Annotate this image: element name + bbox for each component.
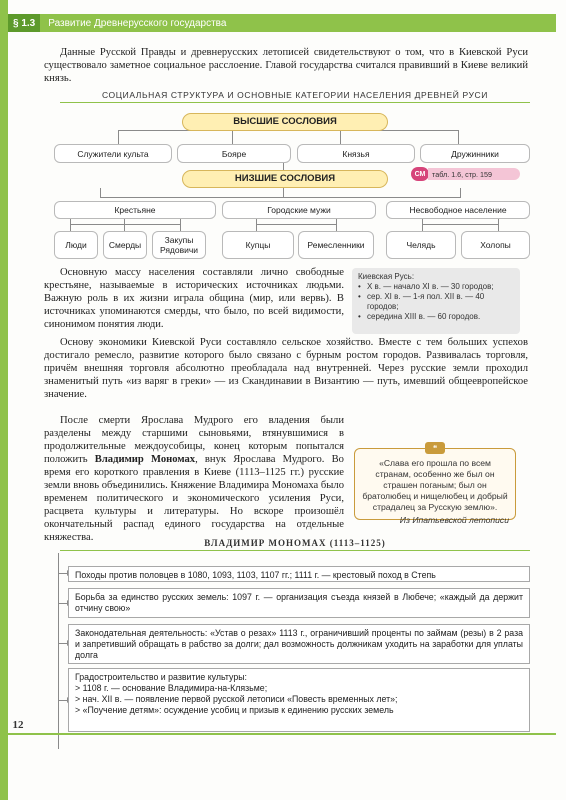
section-number: § 1.3 — [8, 14, 40, 32]
diagram-title: СОЦИАЛЬНАЯ СТРУКТУРА И ОСНОВНЫЕ КАТЕГОРИИ НАСЕЛЕНИЯ ДРЕВНЕЙ РУСИ — [60, 90, 530, 103]
boyars-box: Бояре — [177, 144, 291, 163]
connector — [100, 197, 460, 198]
unity-item: Борьба за единство русских земель: 1097 г. — организация съезда князей в Любече; «каждый да держит отчину свою» — [68, 588, 530, 618]
connector — [180, 218, 181, 231]
arrow-icon — [58, 603, 68, 604]
connector — [422, 224, 498, 225]
quote-text: «Слава его прошла по всем странам, особенно же был он страшен поганым; был он братолюбец и нищелюбец и добрый страдалец за Русскую землю». — [362, 458, 508, 512]
connector — [70, 224, 180, 225]
connector — [422, 218, 423, 231]
culture-line: > 1108 г. — основание Владимира-на-Клязьме; — [75, 683, 268, 693]
monomakh-title: ВЛАДИМИР МОНОМАХ (1113–1125) — [60, 538, 530, 551]
campaigns-item: Походы против половцев в 1080, 1093, 1103, 1107 гг.; 1111 г. — крестовый поход в Степь — [68, 566, 530, 582]
arrow-icon — [58, 700, 68, 701]
culture-item — [68, 668, 530, 732]
list-item: • сер. XI в. — 1-я пол. XII в. — 40 городов; — [358, 292, 514, 312]
arrow-icon — [58, 573, 68, 574]
legislation-item: Законодательная деятельность: «Устав о резах» 1113 г., ограничивший проценты по займам (резы) в 2 раза и запретивший обращать в рабство за долги; дал возможность должникам уходить на заработки для уплаты долга — [68, 624, 530, 664]
connector — [256, 224, 336, 225]
connector — [70, 218, 71, 231]
arrow-icon — [58, 643, 68, 644]
connector — [124, 218, 125, 231]
connector — [460, 188, 461, 198]
unfree-box: Несвободное население — [386, 201, 530, 219]
merchants-box: Купцы — [222, 231, 294, 259]
connector — [256, 218, 257, 231]
druzhina-box: Дружинники — [420, 144, 530, 163]
connector — [118, 130, 119, 145]
see-reference: табл. 1.6, стр. 159 — [428, 168, 520, 180]
zakupy-box: Закупы Рядовичи — [152, 231, 206, 259]
paragraph-2: Основу экономики Киевской Руси составляло сельское хозяйство. Вместе с тем больших успехов достигало ремесло, развитие которого было связано с бурным ростом городов. Развивалась торговля, причём внешняя торговля абсолютно преобладала над внутренней. Через русские земли проходил знаменитый путь «из варяг в греки» — из Скандинавии в Византию — путь, имевший общеевропейское значение. — [44, 337, 528, 400]
kievan-rus-list — [358, 282, 514, 322]
paragraph-3 — [44, 414, 344, 544]
smerdy-box: Смерды — [103, 231, 147, 259]
people-box: Люди — [54, 231, 98, 259]
princes-box: Князья — [297, 144, 415, 163]
craftsmen-box: Ремесленники — [298, 231, 374, 259]
list-item: • середина XIII в. — 60 городов. — [358, 312, 514, 322]
connector — [458, 130, 459, 145]
paragraph-1: Основную массу населения составляли лично свободные крестьяне, называемые в исторических источниках людьми. Важную роль в их жизни играла община (мир, или вервь). В источниках упоминаются смерды, что было, по всей видимости, синонимом понятия люди. — [44, 267, 344, 330]
culture-line: > нач. XII в. — появление первой русской летописи «Повесть временных лет»; — [75, 694, 398, 704]
chelyad-box: Челядь — [386, 231, 456, 259]
section-title: Развитие Древнерусского государства — [48, 17, 227, 29]
intro-paragraph: Данные Русской Правды и древнерусских летописей свидетельствуют о том, что в Киевской Руси существовало заметное социальное расслоение. Главой государства считался правивший в Киеве великий князь. — [44, 47, 528, 84]
citizens-box: Городские мужи — [222, 201, 376, 219]
high-estates-box: ВЫСШИЕ СОСЛОВИЯ — [182, 113, 388, 131]
paragraph-3-end: , внук Ярослава Мудрого. Во время его короткого правления в Киеве (1113–1125 гг.) русские земли вновь объединились. Княжение Владимира Мономаха было временем политического и экономического усиления Руси, расцвета культуры и литературы. Но вскоре произошёл окончательный распад единого государства на отдельные княжества. — [44, 454, 344, 543]
paragraph-3-start: После смерти Ярослава Мудрого его владения были разделены между старшими сыновьями, втянувшимися в продолжительные междоусобицы, конец которым попытался положить — [44, 415, 344, 465]
kievan-rus-title: Киевская Русь: — [358, 272, 415, 281]
see-badge: СМ — [411, 167, 429, 181]
section-header — [8, 14, 556, 32]
connector — [100, 188, 101, 198]
connector — [283, 188, 284, 198]
culture-title: Градостроительство и развитие культуры: — [75, 672, 248, 682]
connector — [232, 130, 233, 145]
quote-icon: ❝ — [425, 442, 445, 454]
left-accent-bar — [0, 0, 8, 800]
connector — [336, 218, 337, 231]
clergy-box: Служители культа — [54, 144, 172, 163]
footer-rule — [8, 733, 556, 735]
page-number: 12 — [12, 719, 24, 731]
kievan-rus-note — [352, 268, 520, 334]
list-item: • X в. — начало XI в. — 30 городов; — [358, 282, 514, 292]
connector — [498, 218, 499, 231]
kholopy-box: Холопы — [461, 231, 530, 259]
monomakh-name: Владимир Мономах — [94, 454, 196, 465]
timeline-spine — [58, 553, 59, 749]
connector — [340, 130, 341, 145]
low-estates-box: НИЗШИЕ СОСЛОВИЯ — [182, 170, 388, 188]
culture-line: > «Поучение детям»: осуждение усобиц и призыв к единению русских земель — [75, 705, 394, 715]
chronicle-quote — [354, 448, 516, 525]
quote-source: Из Ипатьевской летописи — [399, 515, 509, 525]
peasants-box: Крестьяне — [54, 201, 216, 219]
